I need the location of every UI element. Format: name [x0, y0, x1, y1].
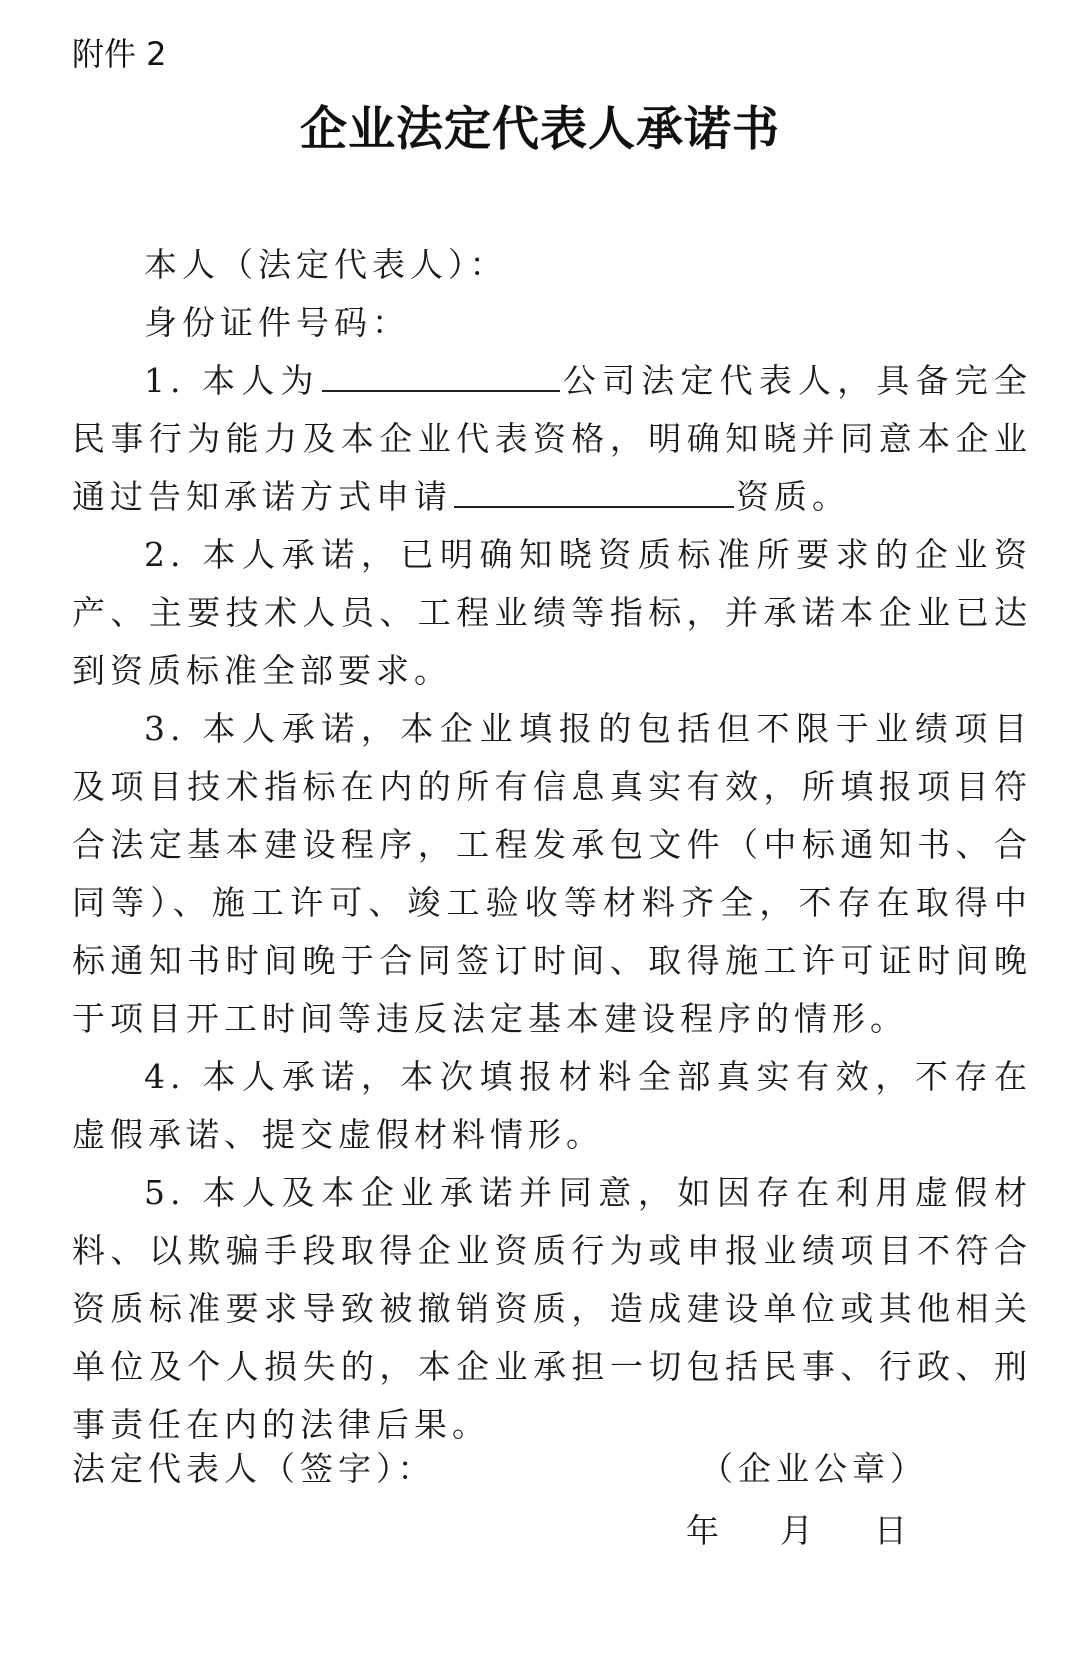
clause-5: 5. 本人及本企业承诺并同意，如因存在利用虚假材料、以欺骗手段取得企业资质行为或申报业绩项目不符合资质标准要求导致被撤销资质，造成建设单位或其他相关单位及个人损失的，本企业承担一切包括民事、行政、刑事责任在内的法律后果。: [72, 1173, 1032, 1444]
document-body: [72, 236, 1032, 1454]
clause-1-lead: 1. 本人为: [144, 361, 320, 400]
clause-3: 3. 本人承诺，本企业填报的包括但不限于业绩项目及项目技术指标在内的所有信息真实有效，所填报项目符合法定基本建设程序，工程发承包文件（中标通知书、合同等）、施工许可、竣工验收等材料齐全，不存在取得中标通知书时间晚于合同签订时间、取得施工许可证时间晚于项目开工时间等违反法定基本建设程序的情形。: [72, 709, 1032, 1038]
day-label: 日: [874, 1511, 912, 1550]
representative-line: 本人（法定代表人）：: [144, 245, 508, 284]
month-label: 月: [780, 1511, 818, 1550]
date-line: [686, 1502, 912, 1560]
clause-1: [72, 352, 1032, 526]
company-name-blank[interactable]: [322, 356, 560, 392]
qualification-blank[interactable]: [454, 472, 734, 508]
clause-1-end: 资质。: [736, 477, 850, 516]
document-title: 企业法定代表人承诺书: [300, 102, 780, 157]
year-label: 年: [686, 1511, 724, 1550]
signature-label: 法定代表人（签字）：: [72, 1449, 436, 1488]
clause-1-body: 公司法定代表人，具备完全民事行为能力及本企业代表资格，明确知晓并同意本企业通过告知承诺方式申请: [72, 361, 1032, 516]
id-number-line: 身份证件号码：: [144, 303, 410, 342]
clause-4: 4. 本人承诺，本次填报材料全部真实有效，不存在虚假承诺、提交虚假材料情形。: [72, 1057, 1032, 1154]
attachment-label: 附件 2: [72, 35, 167, 73]
clause-2: 2. 本人承诺，已明确知晓资质标准所要求的企业资产、主要技术人员、工程业绩等指标，并承诺本企业已达到资质标准全部要求。: [72, 535, 1032, 690]
company-seal-label: （企业公章）: [700, 1449, 928, 1488]
